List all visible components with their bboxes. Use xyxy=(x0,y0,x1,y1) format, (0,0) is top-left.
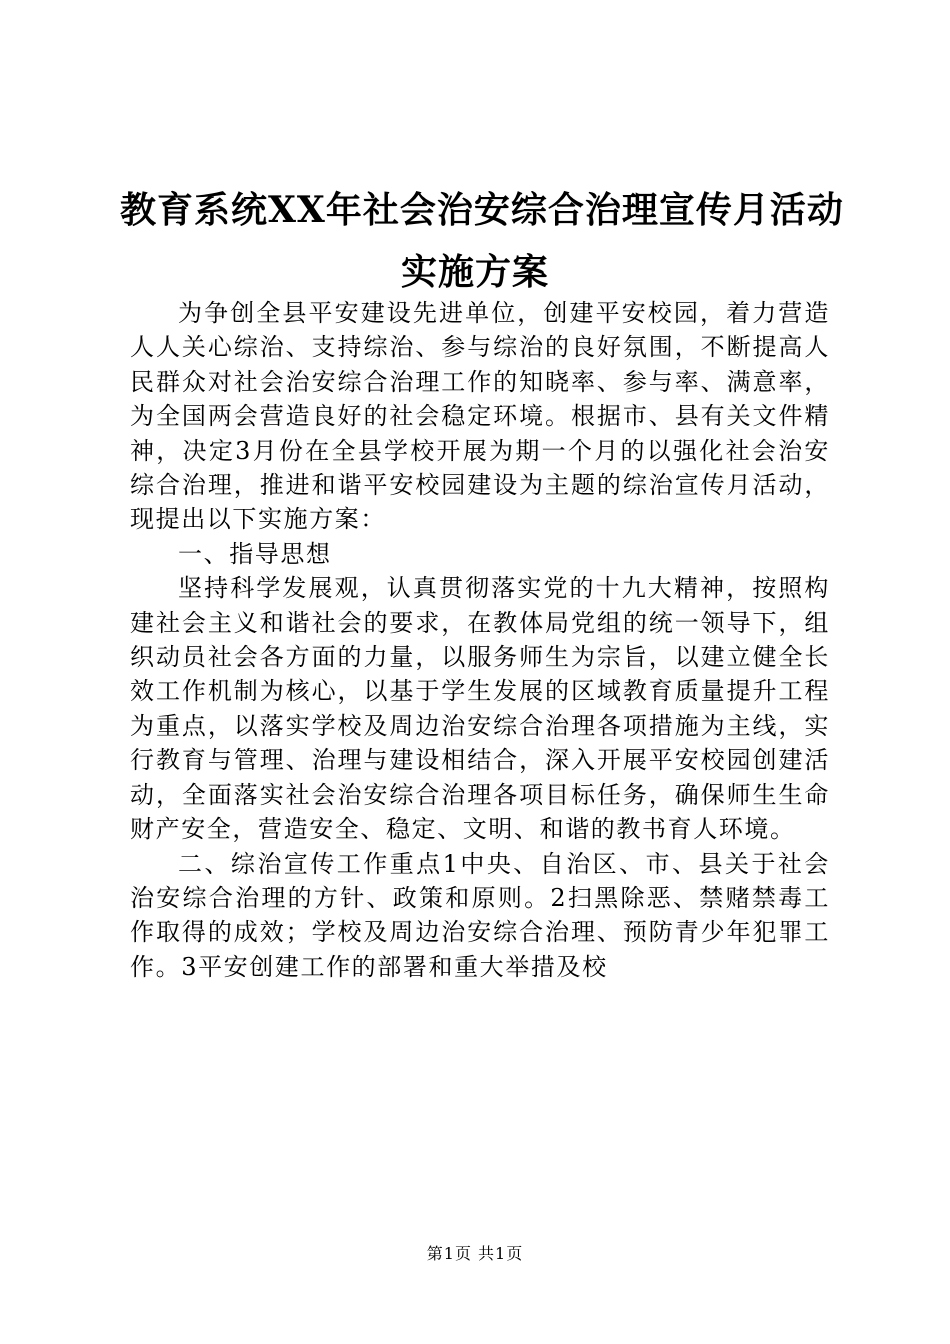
publicity-focus-paragraph: 二、综治宣传工作重点1中央、自治区、市、县关于社会治安综合治理的方针、政策和原则。2扫黑除恶、禁赌禁毒工作取得的成效；学校及周边治安综合治理、预防青少年犯罪工作。3平安创建工作的部署和重大举措及校 xyxy=(130,849,830,981)
document-body xyxy=(130,296,830,984)
document-title-line-1: 教育系统XX年社会治安综合治理宣传月活动 xyxy=(120,189,844,231)
guiding-ideology-paragraph: 坚持科学发展观，认真贯彻落实党的十九大精神，按照构建社会主义和谐社会的要求，在教体局党组的统一领导下，组织动员社会各方面的力量，以服务师生为宗旨，以建立健全长效工作机制为核心，以基于学生发展的区域教育质量提升工程为重点，以落实学校及周边治安综合治理各项措施为主线，实行教育与管理、治理与建设相结合，深入开展平安校园创建活动，全面落实社会治安综合治理各项目标任务，确保师生生命财产安全，营造安全、稳定、文明、和谐的教书育人环境。 xyxy=(130,574,830,844)
section-heading-guiding-ideology: 一、指导思想 xyxy=(178,539,332,568)
page-number-footer: 第1页 共1页 xyxy=(426,1244,524,1263)
document-title-line-2: 实施方案 xyxy=(400,251,549,293)
intro-paragraph: 为争创全县平安建设先进单位，创建平安校园，着力营造人人关心综治、支持综治、参与综治的良好氛围，不断提高人民群众对社会治安综合治理工作的知晓率、参与率、满意率，为全国两会营造良好的社会稳定环境。根据市、县有关文件精神，决定3月份在全县学校开展为期一个月的以强化社会治安综合治理，推进和谐平安校园建设为主题的综治宣传月活动，现提出以下实施方案： xyxy=(130,299,830,534)
